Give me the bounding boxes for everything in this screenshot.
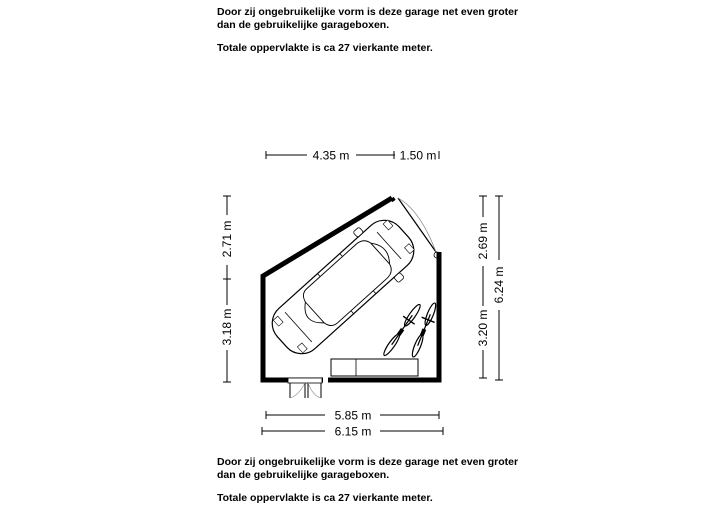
area-note: Totale oppervlakte is ca 27 vierkante meter. — [217, 42, 433, 54]
dim-label-right-total: 6.24 m — [492, 266, 506, 304]
dim-label-top-left: 4.35 m — [312, 148, 350, 163]
note-bottom — [217, 456, 518, 505]
dimension-right-inner — [476, 196, 490, 378]
dim-label-right-upper: 2.69 m — [476, 222, 490, 260]
note-line: Door zij ongebruikelijke vorm is deze garage net even groter — [217, 456, 519, 468]
workbench — [331, 359, 418, 376]
dim-label-bottom-inner: 5.85 m — [334, 408, 372, 423]
dimension-right-outer — [492, 196, 506, 380]
dim-label-top-right: 1.50 m — [399, 148, 437, 163]
note-line: dan de gebruikelijke garageboxen. — [217, 19, 390, 31]
note-line: Door zij ongebruikelijke vorm is deze garage net even groter — [217, 6, 519, 18]
bicycle — [407, 300, 442, 359]
dimension-bottom-inner — [266, 409, 439, 423]
dim-label-left-upper: 2.71 m — [220, 220, 234, 258]
car — [259, 207, 426, 367]
note-line: dan de gebruikelijke garageboxen. — [217, 469, 390, 481]
entrance-door — [288, 378, 322, 398]
dim-label-right-lower: 3.20 m — [476, 309, 490, 347]
dimension-bottom-outer — [262, 425, 443, 439]
dim-label-left-lower: 3.18 m — [220, 308, 234, 346]
dimension-top — [266, 149, 439, 163]
dim-label-bottom-outer: 6.15 m — [334, 424, 372, 439]
dimension-left — [220, 196, 234, 382]
area-note: Totale oppervlakte is ca 27 vierkante meter. — [217, 492, 433, 504]
